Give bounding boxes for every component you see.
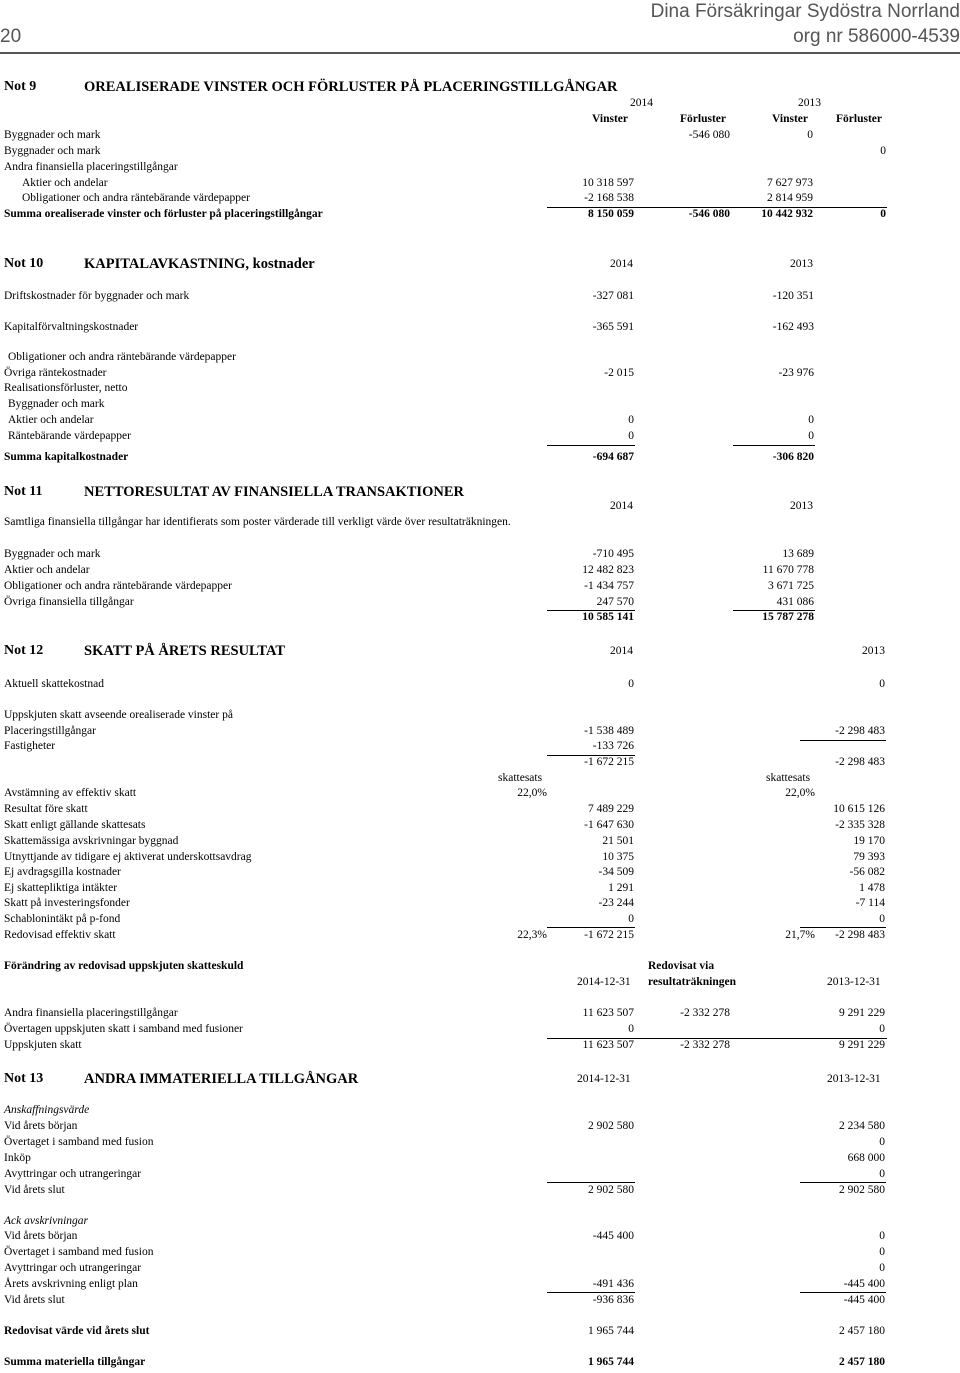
row-label: Schablonintäkt på p-fond xyxy=(4,913,121,925)
avskrivningar-label: Ack avskrivningar xyxy=(4,1215,88,1227)
row-value: 0 xyxy=(628,1023,634,1035)
row-value: -2 298 483 xyxy=(835,756,885,768)
row-value: 0 xyxy=(628,678,634,690)
row-label: Andra finansiella placeringstillgångar xyxy=(4,161,178,173)
row-label: Vid årets slut xyxy=(4,1294,65,1306)
note-9-year-2013: 2013 xyxy=(798,97,821,109)
row-value: -936 836 xyxy=(592,1294,634,1306)
change-table-title: Förändring av redovisad uppskjuten skatteskuld xyxy=(4,960,244,972)
note-11-number: Not 11 xyxy=(4,484,43,499)
sum-rule xyxy=(547,445,635,446)
row-value: 0 xyxy=(879,913,885,925)
row-value: 8 150 059 xyxy=(588,208,634,220)
row-label: Avyttringar och utrangeringar xyxy=(4,1168,142,1180)
change-col2-a: Redovisat via xyxy=(648,960,715,972)
row-label: Övriga finansiella tillgångar xyxy=(4,596,134,608)
row-label: Uppskjuten skatt xyxy=(4,1039,82,1051)
row-label: Byggnader och mark xyxy=(4,145,101,157)
row-label: Övertaget i samband med fusion xyxy=(4,1246,154,1258)
row-label: Redovisat värde vid årets slut xyxy=(4,1325,150,1337)
row-value: -1 672 215 xyxy=(584,929,634,941)
row-value: 11 670 778 xyxy=(762,564,814,576)
row-value: -306 820 xyxy=(772,451,814,463)
row-value: 11 623 507 xyxy=(582,1007,634,1019)
org-number: org nr 586000-4539 xyxy=(793,26,960,47)
row-value: -327 081 xyxy=(592,290,634,302)
row-label: Övriga räntekostnader xyxy=(4,367,107,379)
row-value: -491 436 xyxy=(592,1278,634,1290)
row-value: -694 687 xyxy=(592,451,634,463)
row-value: 9 291 229 xyxy=(839,1039,885,1051)
row-value: 10 585 141 xyxy=(582,611,634,623)
row-value: 10 318 597 xyxy=(582,177,634,189)
row-label: Aktier och andelar xyxy=(4,564,90,576)
row-value: 1 291 xyxy=(608,882,634,894)
row-value: 0 xyxy=(880,208,886,220)
row-label: Ej avdragsgilla kostnader xyxy=(4,866,121,878)
change-col3: 2013-12-31 xyxy=(827,976,881,988)
row-label: Obligationer och andra räntebärande värdepapper xyxy=(4,580,232,592)
row-label: Räntebärande värdepapper xyxy=(8,430,131,442)
row-value: 247 570 xyxy=(596,596,634,608)
row-value: 0 xyxy=(879,1230,885,1242)
row-value: 79 393 xyxy=(853,851,885,863)
row-label: Övertagen uppskjuten skatt i samband med fusioner xyxy=(4,1023,243,1035)
row-label: Redovisad effektiv skatt xyxy=(4,929,116,941)
row-label: Årets avskrivning enligt plan xyxy=(4,1278,138,1290)
row-value: 10 375 xyxy=(602,851,634,863)
row-value: -2 015 xyxy=(604,367,634,379)
row-value: -1 647 630 xyxy=(584,819,634,831)
row-label: Skattemässiga avskrivningar byggnad xyxy=(4,835,179,847)
row-value: 19 170 xyxy=(853,835,885,847)
row-value: 21 501 xyxy=(602,835,634,847)
row-value: 431 086 xyxy=(776,596,814,608)
sum-rule xyxy=(547,927,635,928)
skattesats-2013: skattesats xyxy=(766,772,811,784)
row-value: 15 787 278 xyxy=(762,611,814,623)
row-value: 2 457 180 xyxy=(839,1325,885,1337)
row-label: Inköp xyxy=(4,1152,31,1164)
note-12-year-2013: 2013 xyxy=(862,645,885,657)
row-value: 10 615 126 xyxy=(833,803,885,815)
note-9-col-vinster-2013: Vinster xyxy=(772,113,808,125)
note-9-col-forluster-2014: Förluster xyxy=(680,113,726,125)
row-value: -445 400 xyxy=(592,1230,634,1242)
row-value: 0 xyxy=(628,913,634,925)
row-value: -1 672 215 xyxy=(584,756,634,768)
anskaffning-label: Anskaffningsvärde xyxy=(4,1104,90,1116)
row-label: Andra finansiella placeringstillgångar xyxy=(4,1007,178,1019)
row-label: Aktier och andelar xyxy=(22,177,108,189)
note-10-year-2014: 2014 xyxy=(610,258,633,270)
note-9-col-forluster-2013: Förluster xyxy=(836,113,882,125)
note-10-year-2013: 2013 xyxy=(790,258,813,270)
note-10-oblig: Obligationer och andra räntebärande värdepapper xyxy=(8,351,236,363)
row-label: Summa orealiserade vinster och förluster på placeringstillgångar xyxy=(4,208,323,220)
change-col1: 2014-12-31 xyxy=(577,976,631,988)
row-value: -546 080 xyxy=(688,208,730,220)
row-value: -2 168 538 xyxy=(584,192,634,204)
row-label: Fastigheter xyxy=(4,740,56,752)
note-10-real: Realisationsförluster, netto xyxy=(4,382,128,394)
note-12-year-2014: 2014 xyxy=(610,645,633,657)
row-value: 2 902 580 xyxy=(839,1184,885,1196)
note-11-title: NETTORESULTAT AV FINANSIELLA TRANSAKTIONER xyxy=(84,484,464,500)
row-label: Placeringstillgångar xyxy=(4,725,96,737)
row-label: Resultat före skatt xyxy=(4,803,88,815)
note-13-col2: 2013-12-31 xyxy=(827,1073,881,1085)
row-value: -133 726 xyxy=(592,740,634,752)
row-value: 2 902 580 xyxy=(588,1184,634,1196)
row-value: 0 xyxy=(628,430,634,442)
row-value: -445 400 xyxy=(843,1294,885,1306)
row-label: Skatt enligt gällande skattesats xyxy=(4,819,146,831)
note-9-col-vinster-2014: Vinster xyxy=(592,113,628,125)
note-12-title: SKATT PÅ ÅRETS RESULTAT xyxy=(84,643,286,659)
row-value: 2 814 959 xyxy=(767,192,813,204)
row-value: 13 689 xyxy=(782,548,814,560)
row-value: 7 489 229 xyxy=(588,803,634,815)
row-label: Avstämning av effektiv skatt xyxy=(4,787,137,799)
row-value: 0 xyxy=(808,414,814,426)
row-label: Kapitalförvaltningskostnader xyxy=(4,321,139,333)
row-value: 0 xyxy=(628,414,634,426)
row-value: -2 298 483 xyxy=(835,929,885,941)
row-percent: 22,0% xyxy=(785,787,815,799)
row-value: 0 xyxy=(879,1136,885,1148)
row-label: Skatt på investeringsfonder xyxy=(4,897,130,909)
row-value: -34 509 xyxy=(598,866,634,878)
row-value: -1 434 757 xyxy=(584,580,634,592)
note-13-title: ANDRA IMMATERIELLA TILLGÅNGAR xyxy=(84,1071,359,1087)
row-percent: 22,0% xyxy=(517,787,547,799)
row-label: Övertaget i samband med fusion xyxy=(4,1136,154,1148)
note-9-number: Not 9 xyxy=(4,79,37,94)
row-value: 12 482 823 xyxy=(582,564,634,576)
row-value: 1 478 xyxy=(859,882,885,894)
company-name: Dina Försäkringar Sydöstra Norrland xyxy=(650,1,960,22)
row-value: -710 495 xyxy=(592,548,634,560)
sum-rule xyxy=(800,1292,886,1293)
sum-rule xyxy=(800,740,886,741)
row-label: Vid årets början xyxy=(4,1120,78,1132)
row-value: -1 538 489 xyxy=(584,725,634,737)
row-value: 2 457 180 xyxy=(839,1356,885,1368)
row-value: 11 623 507 xyxy=(582,1039,634,1051)
row-value: -445 400 xyxy=(843,1278,885,1290)
row-value: -2 332 278 xyxy=(680,1007,730,1019)
row-value: 7 627 973 xyxy=(767,177,813,189)
row-value: -23 244 xyxy=(598,897,634,909)
skattesats-2014: skattesats xyxy=(498,772,543,784)
note-11-text: Samtliga finansiella tillgångar har identifierats som poster värderade till verkligt värde över resultaträkningen. xyxy=(4,516,511,528)
row-value: 0 xyxy=(879,1262,885,1274)
row-label: Utnyttjande av tidigare ej aktiverat underskottsavdrag xyxy=(4,851,252,863)
row-value: -56 082 xyxy=(849,866,885,878)
note-13-number: Not 13 xyxy=(4,1071,44,1086)
row-value: 10 442 932 xyxy=(761,208,813,220)
row-value: -23 976 xyxy=(778,367,814,379)
row-value: 0 xyxy=(880,145,886,157)
row-value: 3 671 725 xyxy=(768,580,814,592)
row-value: -7 114 xyxy=(855,897,885,909)
row-value: 0 xyxy=(879,1023,885,1035)
row-value: -120 351 xyxy=(772,290,814,302)
row-value: 0 xyxy=(807,129,813,141)
row-label: Byggnader och mark xyxy=(4,548,101,560)
note-9-year-2014: 2014 xyxy=(630,97,653,109)
row-value: -162 493 xyxy=(772,321,814,333)
row-percent: 22,3% xyxy=(517,929,547,941)
row-label: Obligationer och andra räntebärande värdepapper xyxy=(22,192,250,204)
row-label: Driftskostnader för byggnader och mark xyxy=(4,290,190,302)
row-value: -2 298 483 xyxy=(835,725,885,737)
row-label: Aktuell skattekostnad xyxy=(4,678,104,690)
row-value: -546 080 xyxy=(688,129,730,141)
row-value: -365 591 xyxy=(592,321,634,333)
note-10-bygg: Byggnader och mark xyxy=(8,398,105,410)
row-value: -2 332 278 xyxy=(680,1039,730,1051)
header-rule xyxy=(0,52,960,54)
row-value: 0 xyxy=(808,430,814,442)
note-12-uppskjuten: Uppskjuten skatt avseende orealiserade vinster på xyxy=(4,709,233,721)
row-label: Byggnader och mark xyxy=(4,129,101,141)
row-percent: 21,7% xyxy=(785,929,815,941)
note-10-title: KAPITALAVKASTNING, kostnader xyxy=(84,256,315,272)
row-label: Ej skattepliktiga intäkter xyxy=(4,882,118,894)
note-11-year-2013: 2013 xyxy=(790,500,813,512)
row-label: Avyttringar och utrangeringar xyxy=(4,1262,142,1274)
row-value: 0 xyxy=(879,1168,885,1180)
row-value: 0 xyxy=(879,1246,885,1258)
row-value: 668 000 xyxy=(847,1152,885,1164)
row-value: 2 902 580 xyxy=(588,1120,634,1132)
row-label: Vid årets slut xyxy=(4,1184,65,1196)
note-13-col1: 2014-12-31 xyxy=(577,1073,631,1085)
row-value: 1 965 744 xyxy=(588,1356,634,1368)
sum-rule xyxy=(733,445,815,446)
note-12-number: Not 12 xyxy=(4,643,44,658)
row-label: Summa materiella tillgångar xyxy=(4,1356,146,1368)
row-value: 9 291 229 xyxy=(839,1007,885,1019)
note-11-year-2014: 2014 xyxy=(610,500,633,512)
sum-rule xyxy=(547,1182,635,1183)
row-label: Summa kapitalkostnader xyxy=(4,451,129,463)
row-value: 1 965 744 xyxy=(588,1325,634,1337)
note-10-number: Not 10 xyxy=(4,256,44,271)
sum-rule xyxy=(800,927,886,928)
change-col2-b: resultaträkningen xyxy=(648,976,736,988)
page-number: 20 xyxy=(0,26,22,47)
row-label: Vid årets början xyxy=(4,1230,78,1242)
row-value: -2 335 328 xyxy=(835,819,885,831)
row-value: 2 234 580 xyxy=(839,1120,885,1132)
note-9-title: OREALISERADE VINSTER OCH FÖRLUSTER PÅ PLACERINGSTILLGÅNGAR xyxy=(84,79,618,95)
sum-rule xyxy=(547,1292,635,1293)
sum-rule xyxy=(800,1182,886,1183)
row-label: Aktier och andelar xyxy=(8,414,94,426)
row-value: 0 xyxy=(879,678,885,690)
